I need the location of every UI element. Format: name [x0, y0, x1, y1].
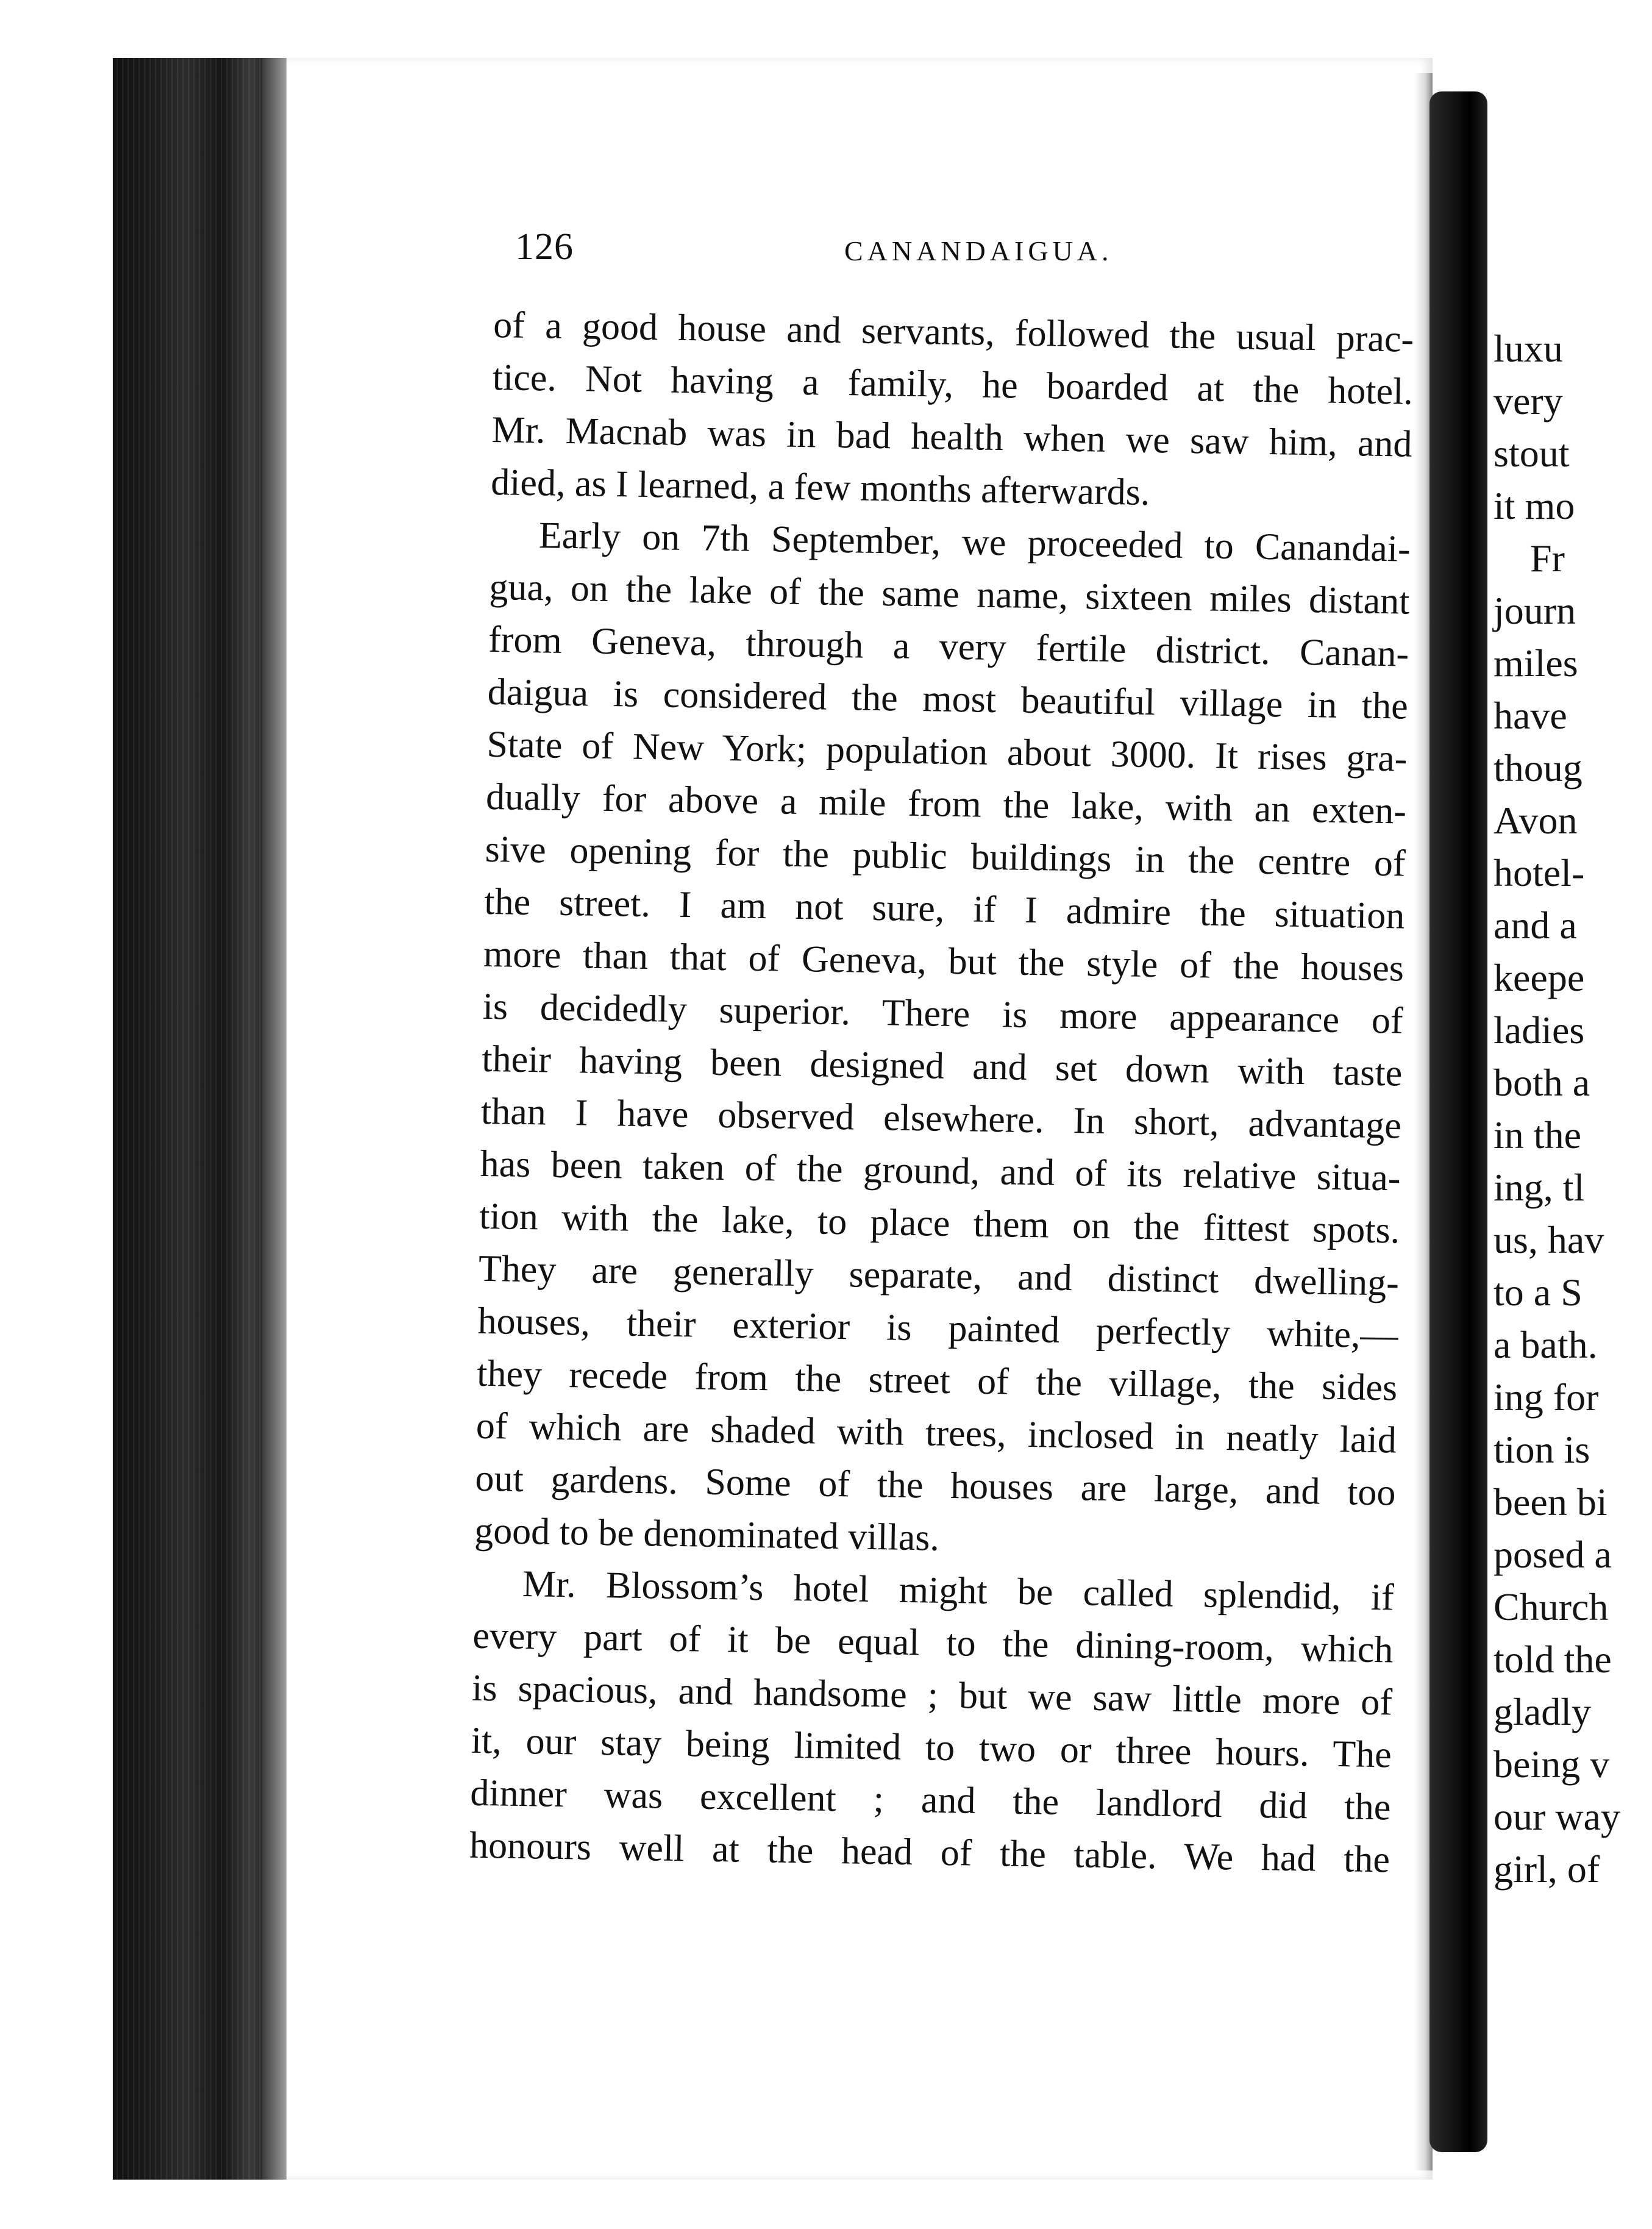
- facing-page-line: girl, of: [1494, 1847, 1600, 1891]
- text-line: They are generally separate, and distinct dwelling-: [478, 1247, 1400, 1304]
- facing-page-line: in the: [1494, 1113, 1581, 1157]
- text-line: they recede from the street of the village, the sides: [476, 1352, 1398, 1409]
- text-line: the street. I am not sure, if I admire the situation: [483, 880, 1405, 937]
- facing-page-line: told the: [1494, 1638, 1612, 1681]
- text-line: of a good house and servants, followed the usual prac-: [493, 304, 1414, 360]
- facing-page-line: being v: [1494, 1742, 1610, 1786]
- facing-page-line: both a: [1494, 1061, 1590, 1104]
- text-line: out gardens. Some of the houses are large, and too: [475, 1457, 1396, 1514]
- facing-page-line: to a S: [1494, 1271, 1583, 1314]
- facing-page-line: have: [1494, 694, 1567, 737]
- text-line: more than that of Geneva, but the style of the houses: [483, 933, 1405, 990]
- facing-page-line: it mo: [1494, 484, 1575, 527]
- facing-page-line: ing, tl: [1494, 1166, 1585, 1209]
- text-line: Early on 7th September, we proceeded to Canandai-: [538, 515, 1411, 570]
- facing-page-line: ladies: [1494, 1008, 1585, 1052]
- facing-page-line: posed a: [1494, 1533, 1612, 1576]
- text-line: sive opening for the public buildings in the centre of: [485, 828, 1406, 885]
- facing-page-line: us, hav: [1494, 1218, 1604, 1261]
- facing-page-line: Avon: [1494, 799, 1578, 842]
- text-line: dinner was excellent ; and the landlord did the: [469, 1772, 1391, 1828]
- facing-page-line: luxu: [1494, 327, 1563, 370]
- facing-page-line: tion is: [1494, 1428, 1590, 1471]
- facing-page-line: ing for: [1494, 1375, 1599, 1419]
- text-line: it, our stay being limited to two or three hours. The: [471, 1719, 1392, 1776]
- text-line: of which are shaded with trees, inclosed in neatly laid: [475, 1405, 1397, 1461]
- text-line: every part of it be equal to the dining-room, which: [472, 1614, 1394, 1671]
- facing-page-line: been bi: [1494, 1480, 1607, 1524]
- running-head: CANANDAIGUA.: [844, 235, 1113, 266]
- facing-page-line: and a: [1494, 904, 1577, 947]
- text-line: daigua is considered the most beautiful village in the: [487, 671, 1409, 727]
- text-line: gua, on the lake of the same name, sixteen miles distant: [489, 566, 1410, 622]
- text-line: is spacious, and handsome ; but we saw little more of: [471, 1667, 1393, 1724]
- text-line: than I have observed elsewhere. In short, advantage: [480, 1090, 1402, 1147]
- body-text: [469, 299, 1414, 1886]
- text-line: Mr. Macnab was in bad health when we saw him, and: [491, 408, 1412, 465]
- text-line: dually for above a mile from the lake, with an exten-: [485, 776, 1407, 832]
- text-line: Mr. Blossom’s hotel might be called splendid, if: [522, 1563, 1395, 1619]
- facing-page-line: our way: [1494, 1795, 1620, 1838]
- facing-page-line: keepe: [1494, 956, 1585, 999]
- facing-page-line: Fr: [1530, 537, 1565, 580]
- text-line: their having been designed and set down with taste: [481, 1038, 1403, 1094]
- text-line: tion with the lake, to place them on the fittest spots.: [479, 1195, 1400, 1252]
- facing-page-line: very: [1494, 379, 1563, 423]
- facing-page-line: thoug: [1494, 746, 1583, 790]
- facing-page-line: miles: [1494, 641, 1578, 685]
- text-line: good to be denominated villas.: [474, 1510, 940, 1559]
- text-line: State of New York; population about 3000. It rises gra-: [486, 723, 1408, 780]
- text-line: honours well at the head of the table. We had the: [469, 1824, 1390, 1881]
- facing-page-line: gladly: [1494, 1690, 1591, 1733]
- text-line: has been taken of the ground, and of its relative situa-: [480, 1143, 1401, 1199]
- facing-page-line: journ: [1494, 589, 1576, 632]
- facing-page-line: a bath.: [1494, 1323, 1598, 1366]
- text-line: died, as I learned, a few months afterwards.: [490, 461, 1150, 513]
- page-number: 126: [515, 226, 574, 268]
- page-gutter: [1429, 91, 1487, 2152]
- facing-page-line: hotel-: [1494, 851, 1585, 894]
- facing-page: [1487, 85, 1652, 2170]
- text-line: tice. Not having a family, he boarded at the hotel.: [492, 356, 1414, 413]
- text-line: is decidedly superior. There is more appearance of: [482, 985, 1404, 1042]
- text-line: from Geneva, through a very fertile district. Canan-: [488, 618, 1409, 675]
- facing-page-line: stout: [1494, 432, 1570, 475]
- text-line: houses, their exterior is painted perfectly white,—: [477, 1300, 1399, 1357]
- facing-page-line: Church: [1494, 1585, 1609, 1628]
